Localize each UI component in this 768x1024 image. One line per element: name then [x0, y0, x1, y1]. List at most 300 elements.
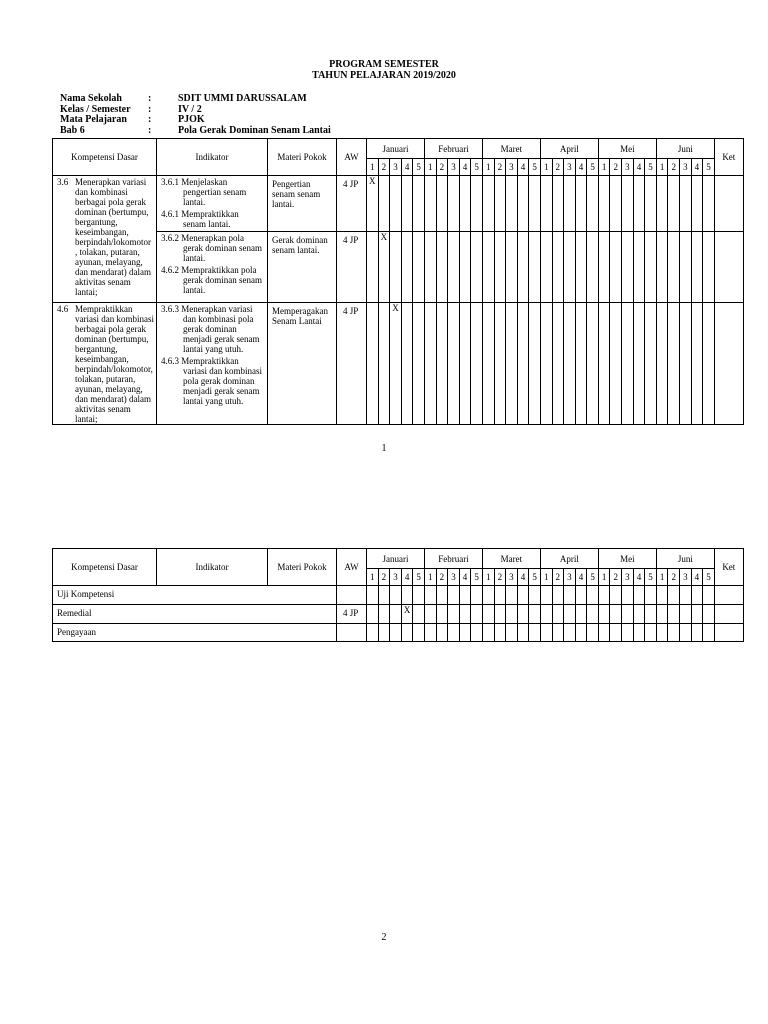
schedule-cell	[633, 303, 645, 425]
indikator-cell	[157, 303, 268, 425]
info-value: Pola Gerak Dominan Senam Lantai	[178, 124, 331, 136]
schedule-cell	[587, 605, 599, 624]
header-ket: Ket	[714, 549, 743, 586]
aw-text: 4 JP	[343, 235, 359, 245]
week-number: 2	[378, 159, 390, 176]
info-label: Kelas / Semester	[60, 103, 131, 115]
kd-number: 3.6	[57, 177, 69, 187]
schedule-cell	[575, 176, 587, 232]
week-number: 3	[622, 569, 634, 586]
week-number: 2	[668, 569, 680, 586]
schedule-cell	[367, 303, 379, 425]
week-number: 1	[598, 569, 610, 586]
schedule-cell	[529, 176, 541, 232]
week-number: 3	[680, 159, 692, 176]
indicator-item	[161, 177, 265, 207]
week-number: 2	[552, 569, 564, 586]
schedule-cell	[459, 303, 471, 425]
week-number: 1	[482, 569, 494, 586]
schedule-cell	[598, 586, 610, 605]
header-materi-pokok: Materi Pokok	[268, 139, 337, 176]
schedule-cell	[680, 232, 692, 303]
schedule-cell	[691, 232, 703, 303]
indicator-text: Menerapkan pola	[181, 233, 244, 243]
header-month: Februari	[424, 139, 482, 159]
week-number: 1	[598, 159, 610, 176]
schedule-cell	[575, 605, 587, 624]
schedule-cell	[378, 624, 390, 642]
indicator-text: gerak dominan senam lantai.	[183, 243, 262, 263]
schedule-cell	[459, 605, 471, 624]
schedule-cell	[459, 232, 471, 303]
info-colon: :	[148, 124, 152, 136]
schedule-cell	[703, 176, 715, 232]
schedule-cell	[529, 624, 541, 642]
week-number: 1	[656, 159, 668, 176]
schedule-cell	[680, 624, 692, 642]
schedule-cell	[691, 303, 703, 425]
schedule-cell	[378, 586, 390, 605]
schedule-cell	[645, 176, 657, 232]
week-number: 3	[506, 569, 518, 586]
document-title: PROGRAM SEMESTER	[329, 59, 439, 70]
info-label: Mata Pelajaran	[60, 114, 127, 125]
schedule-cell	[517, 605, 529, 624]
schedule-cell	[587, 303, 599, 425]
week-number: 5	[529, 569, 541, 586]
aw-cell	[337, 303, 367, 425]
schedule-cell	[540, 176, 552, 232]
activity-label: Remedial	[57, 608, 92, 618]
week-number: 3	[680, 569, 692, 586]
schedule-cell	[552, 586, 564, 605]
schedule-cell: X	[378, 232, 390, 303]
week-number: 5	[587, 159, 599, 176]
week-number: 5	[645, 159, 657, 176]
materi-cell	[268, 176, 337, 232]
schedule-cell	[703, 586, 715, 605]
week-number: 5	[703, 159, 715, 176]
info-colon: :	[148, 93, 152, 104]
header-aw: AW	[337, 139, 367, 176]
schedule-cell	[413, 232, 425, 303]
schedule-cell	[413, 303, 425, 425]
aw-cell	[337, 605, 367, 624]
schedule-cell	[552, 232, 564, 303]
schedule-cell	[436, 303, 448, 425]
schedule-cell	[424, 176, 436, 232]
week-number: 1	[367, 569, 379, 586]
schedule-cell	[494, 232, 506, 303]
kd-cell	[53, 176, 157, 303]
schedule-cell	[564, 303, 576, 425]
week-number: 4	[517, 159, 529, 176]
indicator-text: gerak dominan senam lantai.	[183, 275, 262, 295]
table-row	[53, 232, 744, 303]
schedule-cell	[575, 624, 587, 642]
schedule-cell	[471, 303, 483, 425]
indikator-cell	[157, 232, 268, 303]
schedule-cell	[378, 605, 390, 624]
table-row	[53, 624, 744, 642]
schedule-cell	[517, 232, 529, 303]
schedule-cell	[703, 303, 715, 425]
ket-cell	[714, 303, 743, 425]
header-month: Maret	[482, 549, 540, 569]
schedule-cell	[564, 586, 576, 605]
schedule-cell	[633, 232, 645, 303]
indicator-item	[161, 233, 265, 263]
schedule-cell	[540, 586, 552, 605]
week-number: 5	[471, 569, 483, 586]
kd-text: Mempraktikkan variasi dan kombinasi berbagai pola gerak dominan (bertumpu, bergantung, keseimbangan, berpindah/lokomotor, tolakan, putaran, ayunan, melayang, dan mendarat) dalam aktivitas senam lantai;	[75, 304, 154, 424]
schedule-cell	[471, 605, 483, 624]
schedule-cell	[645, 303, 657, 425]
schedule-cell	[680, 586, 692, 605]
week-number: 5	[587, 569, 599, 586]
schedule-cell	[622, 586, 634, 605]
schedule-cell	[598, 176, 610, 232]
indicator-item	[161, 304, 265, 354]
schedule-cell	[598, 605, 610, 624]
schedule-cell	[668, 605, 680, 624]
header-month: Januari	[367, 549, 425, 569]
schedule-cell	[633, 586, 645, 605]
week-number: 2	[668, 159, 680, 176]
info-label: Nama Sekolah	[60, 93, 122, 104]
schedule-cell	[378, 303, 390, 425]
schedule-cell	[587, 176, 599, 232]
schedule-cell	[656, 586, 668, 605]
kd-number: 4.6	[57, 304, 69, 314]
header-indikator: Indikator	[157, 139, 268, 176]
schedule-cell	[459, 586, 471, 605]
schedule-cell	[680, 176, 692, 232]
schedule-cell	[494, 605, 506, 624]
schedule-cell	[598, 232, 610, 303]
schedule-cell	[401, 232, 413, 303]
schedule-cell: X	[390, 303, 402, 425]
week-number: 4	[401, 569, 413, 586]
activity-label: Uji Kompetensi	[57, 589, 115, 599]
indikator-cell	[157, 176, 268, 232]
semester-table-page-1	[52, 138, 744, 425]
indicator-text: Mempraktikkan pola	[181, 265, 257, 275]
schedule-cell	[436, 176, 448, 232]
week-number: 1	[540, 569, 552, 586]
week-number: 3	[564, 159, 576, 176]
schedule-cell	[552, 624, 564, 642]
materi-cell	[268, 232, 337, 303]
schedule-cell	[459, 176, 471, 232]
schedule-cell	[610, 303, 622, 425]
schedule-cell	[506, 232, 518, 303]
schedule-cell: X	[401, 605, 413, 624]
schedule-cell	[610, 605, 622, 624]
schedule-cell	[390, 176, 402, 232]
week-number: 4	[691, 159, 703, 176]
table-row	[53, 176, 744, 232]
indicator-number: 3.6.1	[161, 177, 179, 187]
table-row	[53, 605, 744, 624]
schedule-cell	[424, 586, 436, 605]
ket-cell	[714, 176, 743, 232]
schedule-cell	[691, 586, 703, 605]
week-number: 5	[413, 159, 425, 176]
header-month: April	[540, 139, 598, 159]
week-number: 1	[424, 569, 436, 586]
schedule-cell	[540, 624, 552, 642]
schedule-cell	[494, 303, 506, 425]
schedule-cell	[552, 605, 564, 624]
indicator-item	[161, 356, 265, 406]
week-number: 4	[401, 159, 413, 176]
schedule-cell	[471, 624, 483, 642]
indicator-item	[161, 209, 265, 229]
indicator-text: Menerapkan variasi	[181, 304, 253, 314]
materi-text: Memperagakan Senam Lantai	[272, 306, 328, 326]
schedule-cell	[494, 176, 506, 232]
indicator-item	[161, 265, 265, 295]
indicator-text: variasi dan kombinasi pola gerak dominan menjadi gerak senam lantai yang utuh.	[183, 366, 262, 406]
week-number: 3	[448, 159, 460, 176]
schedule-cell	[424, 624, 436, 642]
schedule-cell	[564, 232, 576, 303]
schedule-cell	[575, 303, 587, 425]
week-number: 2	[436, 569, 448, 586]
week-number: 4	[575, 569, 587, 586]
week-number: 1	[367, 159, 379, 176]
header-aw: AW	[337, 549, 367, 586]
header-indikator: Indikator	[157, 549, 268, 586]
week-number: 3	[448, 569, 460, 586]
info-value: SDIT UMMI DARUSSALAM	[178, 93, 307, 104]
header-month: April	[540, 549, 598, 569]
week-number: 1	[424, 159, 436, 176]
schedule-cell	[622, 624, 634, 642]
schedule-cell	[656, 605, 668, 624]
schedule-cell	[703, 232, 715, 303]
header-ket: Ket	[714, 139, 743, 176]
schedule-cell	[529, 232, 541, 303]
schedule-cell	[517, 624, 529, 642]
week-number: 3	[390, 569, 402, 586]
week-number: 3	[390, 159, 402, 176]
schedule-cell	[622, 303, 634, 425]
week-number: 2	[610, 159, 622, 176]
table-row	[53, 303, 744, 425]
week-number: 5	[413, 569, 425, 586]
schedule-cell	[494, 624, 506, 642]
schedule-cell	[645, 605, 657, 624]
schedule-cell	[401, 303, 413, 425]
schedule-cell	[540, 605, 552, 624]
schedule-cell	[529, 605, 541, 624]
ket-cell	[714, 624, 743, 642]
aw-cell	[337, 624, 367, 642]
week-number: 4	[691, 569, 703, 586]
schedule-cell	[622, 176, 634, 232]
aw-text: 4 JP	[343, 306, 359, 316]
week-number: 5	[703, 569, 715, 586]
schedule-cell	[540, 232, 552, 303]
schedule-cell	[482, 605, 494, 624]
schedule-cell	[610, 624, 622, 642]
schedule-cell	[610, 586, 622, 605]
info-colon: :	[148, 103, 152, 115]
schedule-cell	[413, 624, 425, 642]
schedule-cell	[390, 586, 402, 605]
schedule-cell	[633, 176, 645, 232]
week-number: 2	[610, 569, 622, 586]
schedule-cell	[598, 303, 610, 425]
schedule-cell	[390, 605, 402, 624]
header-kompetensi-dasar: Kompetensi Dasar	[53, 139, 157, 176]
schedule-cell	[378, 176, 390, 232]
week-number: 4	[575, 159, 587, 176]
header-materi-pokok: Materi Pokok	[268, 549, 337, 586]
week-number: 3	[506, 159, 518, 176]
schedule-cell	[633, 624, 645, 642]
schedule-cell	[587, 232, 599, 303]
schedule-cell	[424, 232, 436, 303]
ket-cell	[714, 605, 743, 624]
schedule-cell	[691, 624, 703, 642]
week-number: 4	[459, 569, 471, 586]
indicator-text: dan kombinasi pola gerak dominan menjadi gerak senam lantai yang utuh.	[183, 314, 260, 354]
schedule-cell	[494, 586, 506, 605]
schedule-cell	[610, 232, 622, 303]
header-month: Januari	[367, 139, 425, 159]
schedule-cell	[668, 303, 680, 425]
week-number: 1	[540, 159, 552, 176]
indicator-number: 3.6.3	[161, 304, 179, 314]
schedule-cell	[656, 303, 668, 425]
schedule-cell	[680, 605, 692, 624]
schedule-cell	[656, 624, 668, 642]
aw-text: 4 JP	[343, 608, 359, 618]
schedule-cell	[436, 605, 448, 624]
schedule-cell	[413, 176, 425, 232]
page-number: 1	[381, 443, 387, 454]
aw-text: 4 JP	[343, 179, 359, 189]
schedule-cell	[552, 303, 564, 425]
schedule-cell	[367, 586, 379, 605]
schedule-cell	[610, 176, 622, 232]
week-number: 2	[378, 569, 390, 586]
header-month: Mei	[598, 549, 656, 569]
activity-label: Pengayaan	[57, 627, 96, 637]
schedule-cell	[633, 605, 645, 624]
indicator-number: 3.6.2	[161, 233, 179, 243]
header-month: Juni	[656, 139, 714, 159]
schedule-cell	[668, 232, 680, 303]
schedule-cell	[413, 586, 425, 605]
schedule-cell	[482, 624, 494, 642]
schedule-cell	[587, 624, 599, 642]
schedule-cell	[506, 586, 518, 605]
week-number: 1	[482, 159, 494, 176]
info-value: IV / 2	[178, 103, 202, 115]
schedule-cell	[680, 303, 692, 425]
schedule-cell	[564, 176, 576, 232]
schedule-cell	[506, 303, 518, 425]
week-number: 2	[494, 569, 506, 586]
activity-cell	[53, 605, 337, 624]
schedule-cell	[668, 624, 680, 642]
schedule-cell	[471, 586, 483, 605]
aw-text	[337, 586, 366, 589]
schedule-cell	[703, 624, 715, 642]
schedule-cell	[575, 586, 587, 605]
semester-table-page-2	[52, 548, 744, 642]
schedule-cell	[401, 176, 413, 232]
indicator-number: 4.6.3	[161, 356, 179, 366]
week-number: 2	[552, 159, 564, 176]
schedule-cell	[645, 232, 657, 303]
schedule-cell	[564, 605, 576, 624]
schedule-cell	[552, 176, 564, 232]
schedule-cell	[691, 176, 703, 232]
schedule-cell	[424, 605, 436, 624]
indicator-number: 4.6.2	[161, 265, 179, 275]
schedule-cell	[471, 176, 483, 232]
schedule-cell	[656, 176, 668, 232]
schedule-cell	[424, 303, 436, 425]
page-number: 2	[381, 932, 387, 943]
week-number: 5	[471, 159, 483, 176]
schedule-cell	[367, 624, 379, 642]
aw-cell	[337, 232, 367, 303]
schedule-cell	[448, 303, 460, 425]
week-number: 5	[529, 159, 541, 176]
schedule-cell	[506, 176, 518, 232]
schedule-cell	[436, 586, 448, 605]
schedule-cell	[517, 176, 529, 232]
schedule-cell	[540, 303, 552, 425]
schedule-cell	[482, 303, 494, 425]
info-value: PJOK	[178, 114, 205, 125]
schedule-cell	[703, 605, 715, 624]
week-number: 3	[564, 569, 576, 586]
schedule-cell	[448, 176, 460, 232]
indicator-text: Mempraktikkan	[181, 209, 239, 219]
indicator-text: Menjelaskan	[181, 177, 228, 187]
schedule-cell	[645, 586, 657, 605]
schedule-cell	[668, 586, 680, 605]
indicator-text: Mempraktikkan	[181, 356, 239, 366]
materi-text: Pengertian senam senam lantai.	[272, 179, 321, 209]
schedule-cell	[448, 624, 460, 642]
activity-cell	[53, 624, 337, 642]
schedule-cell	[529, 303, 541, 425]
ket-cell	[714, 232, 743, 303]
ket-cell	[714, 586, 743, 605]
schedule-cell: X	[367, 176, 379, 232]
schedule-cell	[517, 303, 529, 425]
header-month: Februari	[424, 549, 482, 569]
week-number: 2	[436, 159, 448, 176]
schedule-cell	[459, 624, 471, 642]
schedule-cell	[564, 624, 576, 642]
schedule-cell	[517, 586, 529, 605]
schedule-cell	[622, 605, 634, 624]
kd-text: Menerapkan variasi dan kombinasi berbagai pola gerak dominan (bertumpu, bergantung, keseimbangan, berpindah/lokomotor , tolakan, putaran, ayunan, melayang, dan mendarat) dalam aktivitas senam lantai;	[75, 177, 151, 297]
schedule-cell	[506, 605, 518, 624]
info-colon: :	[148, 114, 152, 125]
schedule-cell	[367, 605, 379, 624]
schedule-cell	[622, 232, 634, 303]
